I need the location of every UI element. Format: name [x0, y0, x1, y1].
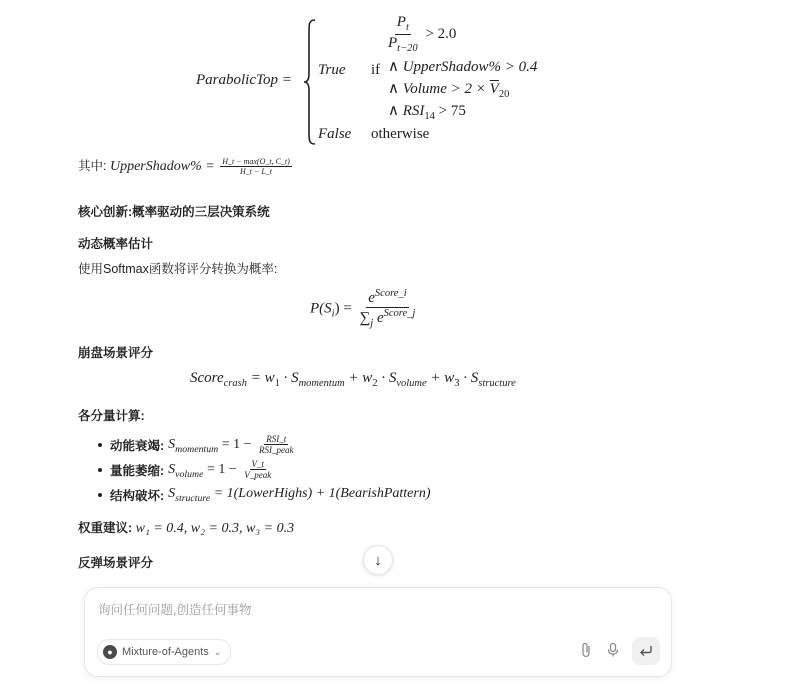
cond3: ∧ Volume > $2 \times \overline{V}_{20}$ — [388, 81, 510, 100]
case-true: True — [318, 62, 346, 78]
chat-composer — [84, 587, 672, 677]
list-item: 量能萎缩: $S_{volume} = 1$ − $\frac{V\_t}{\text{V\_peak}}$ — [98, 457, 431, 482]
bullet-dot — [98, 493, 102, 497]
otherwise-word: otherwise — [371, 126, 430, 142]
cond1: $\frac{P_t}{P_{t-20}}$ > 2.0 — [388, 14, 457, 55]
formula-lhs: ParabolicTop = — [196, 72, 292, 88]
cond4: ∧ $RSI_{14} > 75$ — [388, 103, 466, 122]
enter-icon — [639, 645, 653, 657]
where-line: 其中: UpperShadow% = $\frac{H\_t - \max(O\_t, C\_t)}{H\_t - L\_t}$ — [78, 157, 290, 177]
microphone-icon[interactable] — [606, 642, 620, 661]
bullet-dot — [98, 468, 102, 472]
if-word: if — [371, 62, 381, 78]
chevron-down-icon: ⌄ — [213, 646, 222, 657]
heading-component-calc: 各分量计算: — [78, 409, 145, 423]
list-item: 动能衰竭: $S_{momentum} = 1$ − $\frac{\text{RSI\_t}}{\text{RSI\_peak}}$ — [98, 432, 431, 457]
prompt-input[interactable] — [96, 598, 640, 622]
bullet-dot — [98, 443, 102, 447]
paperclip-icon[interactable] — [579, 642, 593, 661]
crash-score-formula: Score$_{crash}$ = $w_1 \cdot S_{momentum} + w_2 \cdot S_{volume} + w_3 \cdot S_{structure}$ — [190, 370, 516, 389]
agent-selector-button[interactable] — [97, 639, 231, 665]
heading-crash-scenario: 崩盘场景评分 — [78, 346, 154, 360]
list-item: 结构破坏: $S_{structure}$ = 1(LowerHighs) + 1(BearishPattern) — [98, 482, 431, 507]
agents-icon: ● — [103, 645, 117, 659]
scroll-down-button[interactable] — [363, 545, 393, 575]
heading-rebound-scenario: 反弹场景评分 — [78, 556, 154, 570]
arrow-down-icon: ↓ — [374, 551, 382, 569]
component-list — [98, 432, 431, 507]
softmax-description: 使用Softmax函数将评分转换为概率: — [78, 262, 278, 276]
heading-dynamic-probability: 动态概率估计 — [78, 237, 154, 251]
case-false: False — [318, 126, 352, 142]
send-button[interactable] — [632, 637, 660, 665]
heading-core-innovation: 核心创新:概率驱动的三层决策系统 — [78, 205, 270, 219]
agent-selector-label: Mixture-of-Agents — [122, 646, 209, 658]
weights-line: 权重建议: w₁ = 0.4, w₂ = 0.3, w₃ = 0.3 — [78, 521, 295, 536]
softmax-formula: $P(S_i)$ = $\frac{e^{Score\_i}}{\sum_j e^{Score\_j}}$ — [310, 288, 416, 330]
left-brace — [303, 18, 317, 146]
cond2: ∧ UpperShadow% > 0.4 — [388, 59, 538, 75]
